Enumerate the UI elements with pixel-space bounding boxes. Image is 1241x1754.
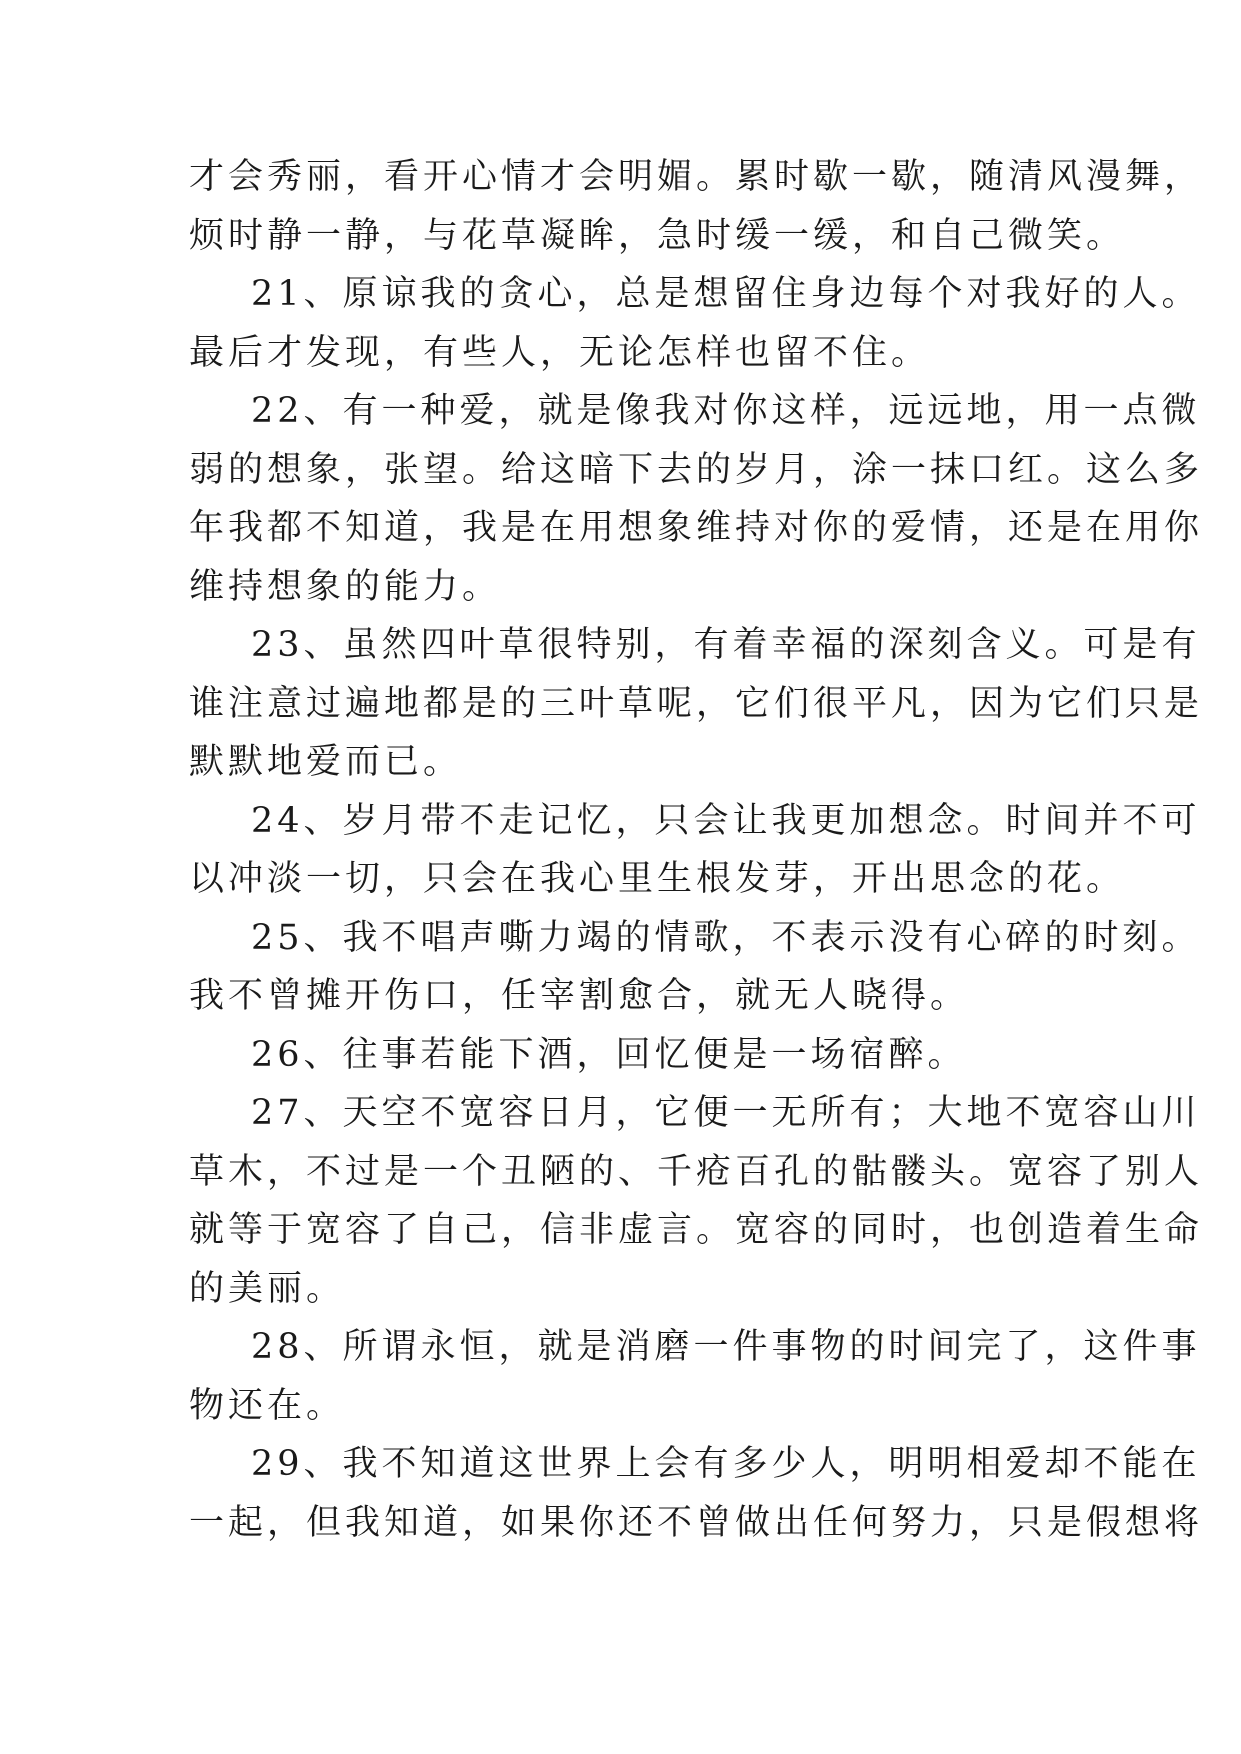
text-line: 一起，但我知道，如果你还不曾做出任何努力，只是假想将 bbox=[189, 1502, 1204, 1543]
text-line: 28、所谓永恒，就是消磨一件事物的时间完了，这件事 bbox=[251, 1327, 1201, 1367]
text-line: 谁注意过遍地都是的三叶草呢，它们很平凡，因为它们只是 bbox=[189, 683, 1204, 724]
text-line: 最后才发现，有些人，无论怎样也留不住。 bbox=[189, 332, 931, 373]
text-line: 烦时静一静，与花草凝眸，急时缓一缓，和自己微笑。 bbox=[189, 215, 1126, 256]
text-line: 27、天空不宽容日月，它便一无所有；大地不宽容山川 bbox=[251, 1093, 1201, 1133]
text-line: 21、原谅我的贪心，总是想留住身边每个对我好的人。 bbox=[251, 274, 1201, 314]
text-line: 草木，不过是一个丑陋的、千疮百孔的骷髅头。宽容了别人 bbox=[189, 1151, 1204, 1192]
text-line: 我不曾摊开伤口，任宰割愈合，就无人晓得。 bbox=[189, 976, 970, 1016]
text-line: 维持想象的能力。 bbox=[189, 566, 502, 607]
text-line: 默默地爱而已。 bbox=[189, 742, 463, 782]
text-line: 24、岁月带不走记忆，只会让我更加想念。时间并不可 bbox=[251, 800, 1201, 841]
text-line: 才会秀丽，看开心情才会明媚。累时歇一歇，随清风漫舞， bbox=[189, 157, 1204, 197]
text-line: 以冲淡一切，只会在我心里生根发芽，开出思念的花。 bbox=[189, 859, 1126, 899]
text-line: 就等于宽容了自己，信非虚言。宽容的同时，也创造着生命 bbox=[189, 1210, 1204, 1250]
text-line: 29、我不知道这世界上会有多少人，明明相爱却不能在 bbox=[251, 1444, 1201, 1484]
text-line: 弱的想象，张望。给这暗下去的岁月，涂一抹口红。这么多 bbox=[189, 449, 1204, 490]
text-line: 25、我不唱声嘶力竭的情歌，不表示没有心碎的时刻。 bbox=[251, 917, 1201, 958]
text-line: 22、有一种爱，就是像我对你这样，远远地，用一点微 bbox=[251, 391, 1201, 431]
text-line: 物还在。 bbox=[189, 1385, 346, 1426]
document-body bbox=[189, 148, 1204, 1552]
text-line: 23、虽然四叶草很特别，有着幸福的深刻含义。可是有 bbox=[251, 625, 1201, 665]
text-line: 年我都不知道，我是在用想象维持对你的爱情，还是在用你 bbox=[189, 508, 1204, 548]
text-line: 的美丽。 bbox=[189, 1268, 346, 1309]
text-line: 26、往事若能下酒，回忆便是一场宿醉。 bbox=[251, 1034, 967, 1075]
